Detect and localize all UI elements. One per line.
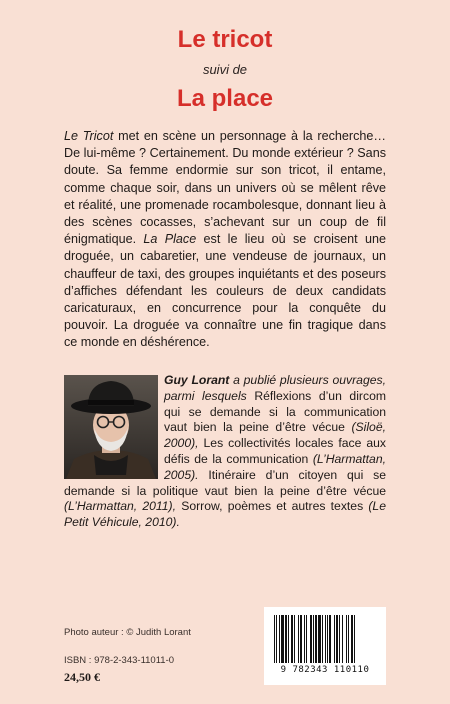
- bio-intro: a publié plusieurs ouvrages, parmi lesquels: [164, 373, 386, 403]
- blurb-text-2: est le lieu où se croisent une droguée, un cabaretier, une vendeuse de journaux, un chauffeur de taxi, des groupes inquiétants et des poseurs d’affiches défendant les couleurs de deux candidats caricaturaux, en concurrence pour la conquête du pouvoir. La droguée va connaître une fin tragique dans ce monde en déshérence.: [64, 232, 386, 350]
- bio-work-3: Itinéraire d’un citoyen qui se demande si la politique vaut bien la peine d’être vécue: [64, 467, 386, 498]
- barcode: [264, 607, 386, 685]
- bio-publisher-1: (Siloë, 2000),: [164, 420, 386, 451]
- blurb-text-1: met en scène un personnage à la recherche… De lui-même ? Certainement. Du monde extérieur ? Sans doute. Sa femme endormie sur son tricot, il entame, comme chaque soir, dans un univers où se mêlent rêve et réalité, une promenade rocambolesque, donnant lieu à des scènes cocasses, s’achevant sur un coup de fil énigmatique.: [64, 129, 386, 247]
- second-title: La place: [176, 85, 274, 112]
- bio-work-2: Les collectivités locales face aux défis de la communication: [164, 436, 386, 466]
- author-name: Guy Lorant: [164, 373, 230, 387]
- bio-publisher-2: (L’Harmattan, 2005).: [164, 451, 386, 482]
- blurb-title-2: La Place: [143, 232, 197, 247]
- author-bio: [64, 373, 386, 531]
- title-connector: suivi de: [202, 62, 248, 77]
- bio-publisher-4: (Le Petit Véhicule, 2010).: [64, 499, 386, 530]
- book-title: Le tricot: [177, 26, 273, 53]
- back-cover-blurb: [64, 128, 386, 352]
- blurb-title-1: Le Tricot: [64, 129, 114, 143]
- barcode-bars: [272, 615, 378, 665]
- bio-work-1: Réflexions d’un dircom qui se demande si la communication vaut bien la peine d’être vécue: [164, 388, 386, 435]
- photo-credit: Photo auteur : © Judith Lorant: [64, 627, 191, 638]
- price: 24,50 €: [64, 670, 100, 684]
- bio-work-4: Sorrow, poèmes et autres textes: [176, 499, 369, 514]
- barcode-digits: 9 782343 110110: [280, 665, 370, 675]
- isbn: ISBN : 978-2-343-11011-0: [64, 655, 175, 666]
- bio-publisher-3: (L’Harmattan, 2011),: [64, 499, 176, 514]
- photo-spacer: [64, 373, 160, 477]
